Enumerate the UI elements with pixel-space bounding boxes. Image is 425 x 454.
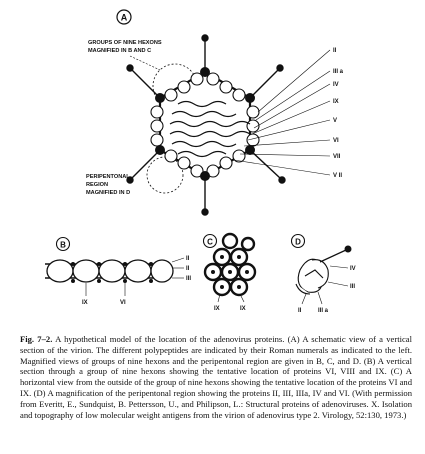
panel-a-label-top-1: GROUPS OF NINE HEXONS: [88, 40, 162, 46]
panel-c-letter: C: [207, 237, 213, 247]
protein-label-a-8: V II: [333, 173, 343, 179]
protein-label-b-r3: III: [186, 276, 192, 282]
panel-a-label-top-2: MAGNIFIED IN B AND C: [88, 48, 152, 54]
protein-label-d-r2: III: [350, 284, 356, 290]
protein-label-d-b2: III a: [318, 308, 329, 314]
protein-label-a-4: IX: [333, 99, 339, 105]
protein-label-a-1: II: [333, 48, 337, 54]
panel-a: [86, 10, 344, 215]
panel-a-label-bottom-3: MAGNIFIED IN D: [86, 190, 131, 196]
protein-label-b-r1: II: [186, 256, 190, 262]
protein-label-b-b1: IX: [82, 300, 88, 306]
panel-b-letter: B: [60, 240, 66, 250]
protein-label-c-b1: IX: [214, 306, 220, 312]
protein-label-a-6: VI: [333, 138, 339, 144]
protein-label-a-3: IV: [333, 82, 339, 88]
figure-caption: [20, 334, 412, 420]
protein-label-d-b1: II: [298, 308, 302, 314]
panel-a-letter: A: [120, 12, 128, 23]
panel-d: [292, 235, 356, 315]
caption-text: A hypothetical model of the location of the adenovirus proteins. (A) A schematic view of a vertical section of the virion. The different polypeptides are indicated by their Roman numerals as indicated to the left. Magnified views of groups of nine hexons and the peripentonal region are given in B, C, and D. (B) A vertical section through a group of nine hexons showing the tentative location of proteins VI, VIII and IX. (C) A horizontal view from the outside of the group of nine hexons showing the tentative location of the proteins VI and IX. (D) A magnification of the peripentonal region showing the proteins II, III, IIIa, IV and VI. (With permission from Everitt, E., Sundquist, B. Pettersson, U., and Philipson, L.: Structural proteins of adenoviruses. X. Isolation and topography of low molecular weight antigens from the virion of adenovirus type 2. Virology, 52:130, 1973.): [20, 334, 412, 420]
panel-c: [204, 234, 256, 312]
protein-label-b-b2: VI: [120, 300, 126, 306]
protein-label-d-r1: IV: [350, 266, 356, 272]
panel-d-letter: D: [295, 237, 301, 247]
protein-label-a-5: V: [333, 118, 338, 124]
panel-a-label-bottom-1: PERIPENTONAL: [86, 174, 130, 180]
protein-label-b-r2: II: [186, 266, 190, 272]
protein-label-c-b2: IX: [240, 306, 246, 312]
caption-label: Fig. 7–2.: [20, 334, 53, 344]
protein-label-a-7: VII: [333, 154, 341, 160]
panel-b: [45, 238, 191, 307]
protein-label-a-2: III a: [333, 69, 344, 75]
panel-a-label-bottom-2: REGION: [86, 182, 109, 188]
